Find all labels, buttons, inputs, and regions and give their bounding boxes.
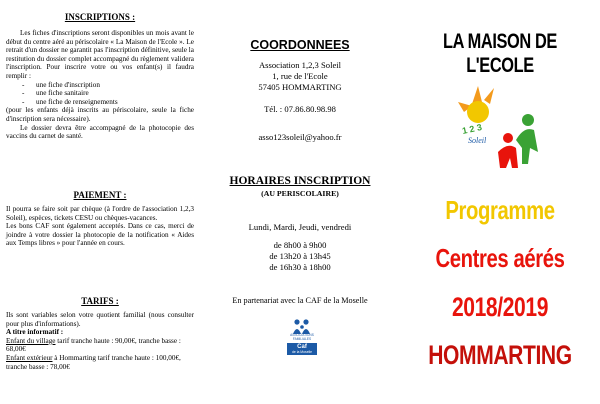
tarifs-para1: Ils sont variables selon votre quotient familial (nous consulter pour plus d'informations). — [6, 311, 194, 328]
soleil-logo — [458, 82, 542, 172]
inscriptions-section — [6, 12, 194, 141]
coordonnees-email: asso123soleil@yahoo.fr — [258, 132, 342, 142]
programme-title: Programme — [445, 195, 555, 225]
caf-line4: de la Moselle — [292, 350, 312, 355]
coordonnees-tel: Tél. : 07.86.80.98.98 — [264, 104, 336, 114]
inscriptions-para3: Le dossier devra être accompagné de la photocopie des vaccins du carnet de santé. — [6, 123, 194, 141]
caf-logo — [287, 318, 317, 366]
caf-line1: ASSOCIATIONS — [290, 333, 314, 337]
horaires-slot2: de 13h20 à 13h45 — [269, 251, 331, 261]
tarifs-indicatif: A titre informatif : — [6, 328, 64, 337]
horaires-subtitle: (AU PERISCOLAIRE) — [261, 189, 339, 198]
maison-title: LA MAISON DE L'ECOLE — [443, 30, 557, 77]
list-item: - une fiche sanitaire — [36, 89, 194, 98]
tarifs-section — [6, 296, 194, 371]
tarifs-title: TARIFS : — [81, 296, 119, 306]
year-title: 2018/2019 — [451, 292, 549, 322]
inscriptions-para2: (pour les enfants déjà inscrits au périscolaire, seule la fiche d'inscription sera nécessaire). — [6, 106, 194, 123]
caf-line3: Caf — [297, 344, 307, 351]
horaires-slot1: de 8h00 à 9h00 — [273, 240, 327, 250]
centres-title: Centres aérés — [435, 243, 565, 273]
paiement-para1: Il pourra se faire soit par chèque (à l'ordre de l'association 1,2,3 Soleil), espèces, tickets CESU ou chèques-vacances. — [6, 205, 194, 222]
tarifs-village — [6, 337, 194, 354]
horaires-slot3: de 16h30 à 18h00 — [269, 262, 331, 272]
left-panel — [0, 0, 200, 404]
paiement-para2: Les bons CAF sont également acceptés. Dans ce cas, merci de joindre à votre dossier la photocopie de la notification « Aides aux Temps libres » pour l'année en cours. — [6, 222, 194, 248]
list-item: - une fiche d'inscription — [36, 81, 194, 90]
ext-label: Enfant extérieur — [6, 353, 53, 362]
village-text: tarif tranche haute : 90,00€, tranche basse : 68,00€ — [6, 336, 181, 354]
logo-word: Soleil — [468, 136, 487, 145]
paiement-title: PAIEMENT : — [73, 190, 127, 200]
village-label: Enfant du village — [6, 336, 56, 345]
town-title: HOMMARTING — [428, 340, 572, 370]
coordonnees-assoc: Association 1,2,3 Soleil — [258, 60, 342, 70]
ext-text: à Hommarting tarif tranche haute : 100,00€, tranche basse : 78,00€ — [6, 353, 181, 371]
tarifs-exterieur — [6, 354, 194, 371]
family-icon — [289, 318, 315, 334]
coordonnees-street: 1, rue de l'Ecole — [272, 71, 328, 81]
horaires-days: Lundi, Mardi, Jeudi, vendredi — [248, 222, 352, 232]
middle-panel — [200, 0, 400, 404]
horaires-title: HORAIRES INSCRIPTION — [229, 175, 371, 187]
inscriptions-list — [6, 81, 194, 107]
coordonnees-title: COORDONNEES — [250, 38, 350, 52]
caf-line2: FAMILIALES — [292, 336, 312, 341]
list-item: - une fiche de renseignements — [36, 98, 194, 107]
paiement-section — [6, 190, 194, 248]
partenariat-text: En partenariat avec la CAF de la Moselle — [232, 296, 368, 305]
logo-numbers: 1 2 3 — [461, 122, 483, 136]
coordonnees-city: 57405 HOMMARTING — [258, 82, 342, 92]
inscriptions-title: INSCRIPTIONS : — [64, 12, 136, 22]
inscriptions-para1: Les fiches d'inscriptions seront disponibles un mois avant le début du centre aéré au périscolaire « La Maison de l'Ecole ». Le retrait d'un dossier ne garantit pas l'inscription définitive, seule la restitution du dossier complet accompagné du règlement validera l'inscription. Pour inscrire votre ou vos enfant(s) il faudra remplir : — [6, 29, 194, 80]
